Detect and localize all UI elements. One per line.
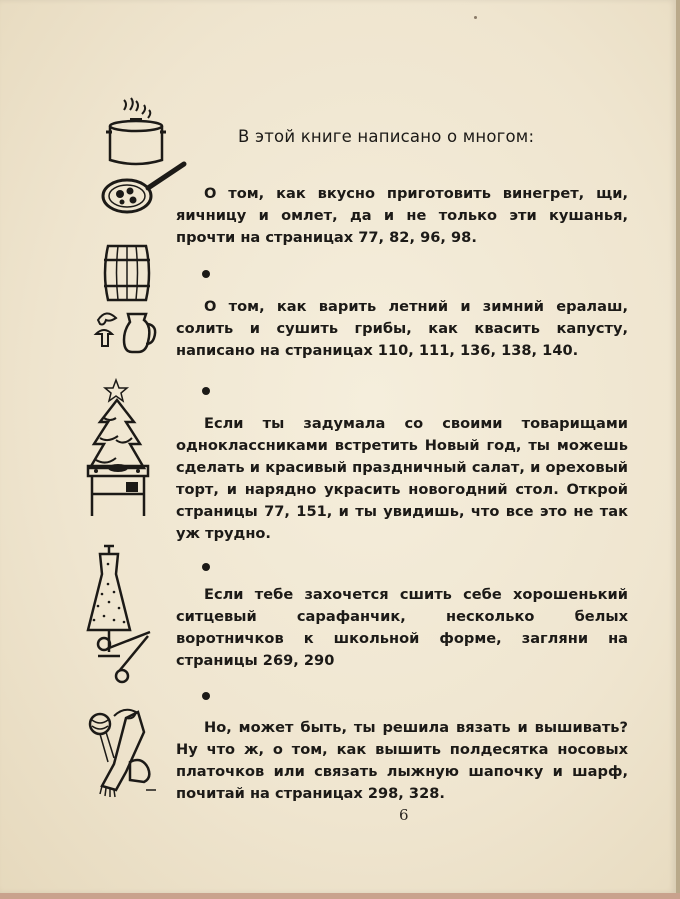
bullet-dot [202,387,210,395]
paragraph-cooking: О том, как вкусно приготовить винегрет, щи, яичницу и омлет, да и не только эти кушанья, прочти на страницах 77, 82, 96, 98. [176,185,628,246]
bullet-dot [202,692,210,700]
paragraph-knitting: Но, может быть, ты решила вязать и вышивать? Ну что ж, о том, как вышить полдесятка носовых платочков или связать лыжную шапочку и шарф, почитай на страницах 298, 328. [176,719,628,802]
bullet-dot [202,563,210,571]
page-number: 6 [399,806,409,824]
paragraph-sewing: Если тебе захочется сшить себе хорошенький ситцевый сарафанчик, несколько белых воротничков к школьной форме, загляни на страницы 269, 290 [176,586,628,669]
paragraph-new-year: Если ты задумала со своими товарищами одноклассниками встретить Новый год, ты можешь сделать и красивый праздничный салат, и ореховый торт, и нарядно украсить новогодний стол. Открой страницы 77, 151, и ты увидишь, что все это не так уж трудно. [176,415,628,542]
barrel-icon [100,242,154,304]
bullet-dot [202,270,210,278]
page-heading: В этой книге написано о многом: [238,127,535,146]
christmas-tree-icon [86,378,152,520]
yarn-scarf-icon [86,702,164,806]
paper-speck [474,16,477,19]
paragraph-preserving: О том, как варить летний и зимний ералаш, солить и сушить грибы, как квасить капусту, написано на страницах 110, 111, 136, 138, 140. [176,298,628,359]
scissors-icon [94,626,154,684]
mushrooms-jug-icon [92,306,162,356]
book-edge [0,893,680,899]
